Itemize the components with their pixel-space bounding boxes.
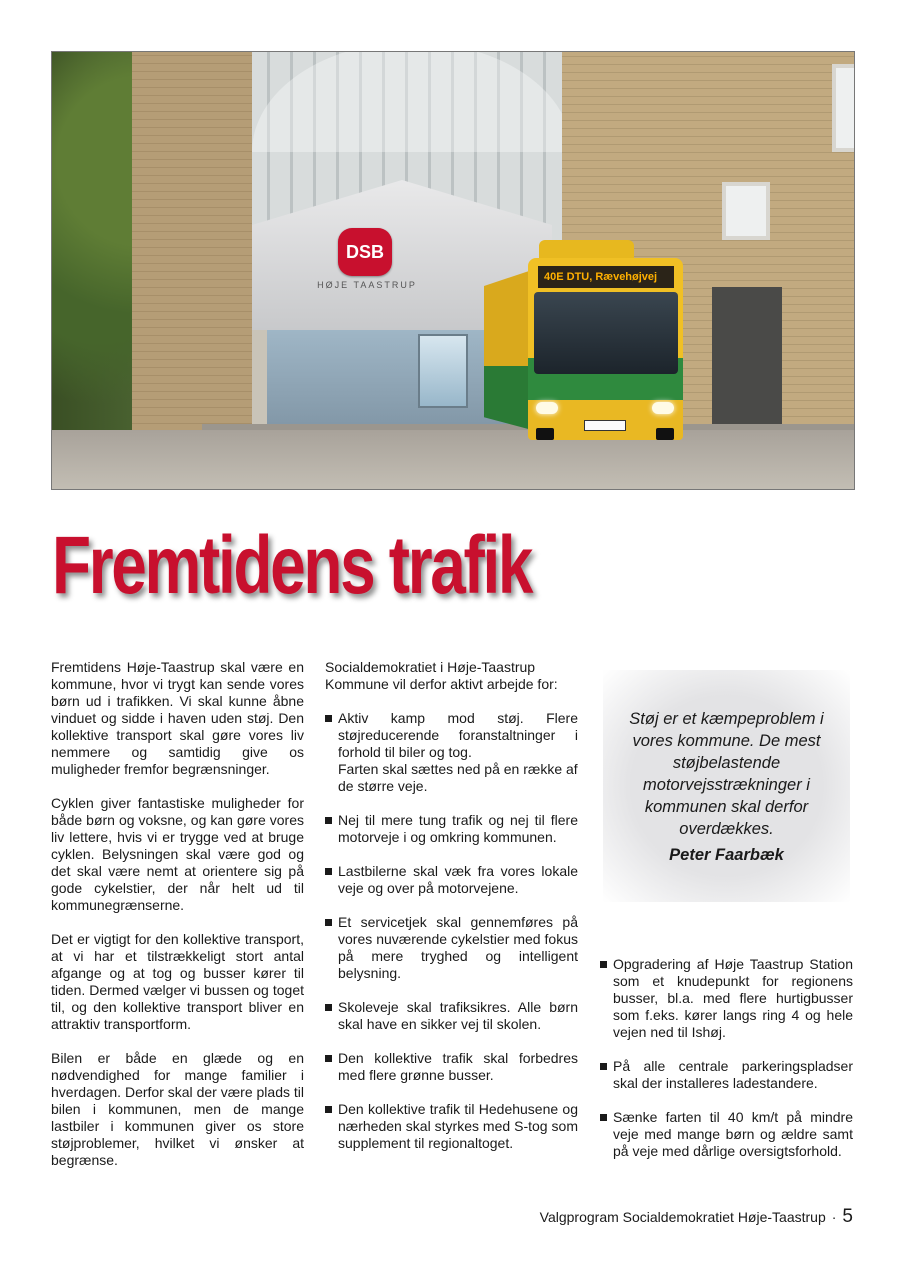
list-item-text: Lastbilerne skal væk fra vores lokale veje og over på motorvejene. bbox=[338, 863, 578, 896]
bus-wheel bbox=[656, 428, 674, 440]
bullet-list bbox=[325, 710, 578, 1152]
bus-headlight bbox=[536, 402, 558, 414]
quote-text: Støj er et kæmpeproblem i vores kommune. De mest støjbelastende motorvejsstrækninger i kommunen skal derfor overdækkes. bbox=[629, 709, 824, 838]
list-item bbox=[600, 1058, 853, 1092]
bus-headlight bbox=[652, 402, 674, 414]
square-bullet-icon bbox=[600, 1063, 607, 1070]
list-item-text: Opgradering af Høje Taastrup Station som et knudepunkt for regionens busser, bl.a. med flere hurtigbusser som f.eks. kører langs ring 4 og hele vejen ned til Ishøj. bbox=[613, 956, 853, 1040]
bus-license-plate bbox=[584, 420, 626, 431]
list-item-text: Skoleveje skal trafiksikres. Alle børn skal have en sikker vej til skolen. bbox=[338, 999, 578, 1032]
column-1 bbox=[51, 659, 304, 1186]
list-item-text: Et servicetjek skal gennemføres på vores nuværende cykelstier med fokus på mere tryghed og intelligent belysning. bbox=[338, 914, 578, 981]
pull-quote bbox=[603, 670, 850, 902]
bus-destination-display: 40E DTU, Rævehøjvej bbox=[538, 266, 674, 288]
column-2 bbox=[325, 659, 578, 1169]
list-item bbox=[325, 914, 578, 982]
paragraph: Cyklen giver fantastiske muligheder for både børn og voksne, og kan gøre vores liv lettere, hvis vi er trygge ved at bruge cyklen. Belysningen skal være god og det skal være nemt at orientere sig på gode cykelstier, der når helt ud til kommunegrænserne. bbox=[51, 795, 304, 913]
square-bullet-icon bbox=[325, 715, 332, 722]
list-item-text: Den kollektive trafik til Hedehusene og nærheden skal styrkes med S-tog som supplement til regionaltoget. bbox=[338, 1101, 578, 1151]
list-item bbox=[600, 956, 853, 1041]
hero-photo bbox=[51, 51, 855, 490]
window bbox=[722, 182, 770, 240]
list-item-text: Den kollektive trafik skal forbedres med flere grønne busser. bbox=[338, 1050, 578, 1083]
bus-side bbox=[484, 270, 532, 430]
window bbox=[832, 64, 855, 152]
footer-separator: · bbox=[831, 1209, 837, 1225]
bus-wheel bbox=[536, 428, 554, 440]
list-item bbox=[325, 999, 578, 1033]
quote-author: Peter Faarbæk bbox=[669, 845, 784, 864]
station-sign: HØJE TAASTRUP bbox=[317, 280, 417, 290]
square-bullet-icon bbox=[325, 1055, 332, 1062]
bus-windshield bbox=[534, 292, 678, 374]
left-brick-building bbox=[132, 52, 252, 447]
square-bullet-icon bbox=[600, 1114, 607, 1121]
column-3 bbox=[600, 956, 853, 1177]
page-footer bbox=[540, 1207, 853, 1227]
list-item bbox=[325, 812, 578, 846]
list-item bbox=[325, 1050, 578, 1084]
bus-roof bbox=[539, 240, 634, 260]
square-bullet-icon bbox=[325, 1004, 332, 1011]
list-item bbox=[325, 863, 578, 897]
square-bullet-icon bbox=[325, 868, 332, 875]
list-item-text: Sænke farten til 40 km/t på mindre veje med mange børn og ældre samt på veje med dårlige oversigtsforhold. bbox=[613, 1109, 853, 1159]
square-bullet-icon bbox=[600, 961, 607, 968]
doorway bbox=[712, 287, 782, 432]
square-bullet-icon bbox=[325, 1106, 332, 1113]
page-number: 5 bbox=[842, 1206, 853, 1227]
footer-text: Valgprogram Socialdemokratiet Høje-Taastrup bbox=[539, 1209, 826, 1225]
list-item bbox=[325, 1101, 578, 1152]
list-item-text: På alle centrale parkeringspladser skal der installeres ladestandere. bbox=[613, 1058, 853, 1091]
paragraph: Det er vigtigt for den kollektive transport, at vi har et tilstrækkeligt stort antal afgange og at tog og busser kører til tiden. Dermed vælger vi bussen og toget til, og den kollektive transport bliver en attraktiv transportform. bbox=[51, 931, 304, 1032]
list-item-text: Nej til mere tung trafik og nej til flere motorveje i og omkring kommunen. bbox=[338, 812, 578, 845]
square-bullet-icon bbox=[325, 817, 332, 824]
list-item-text: Aktiv kamp mod støj. Flere støjreducerende foranstaltninger i forhold til biler og tog. bbox=[338, 710, 578, 760]
page-title: Fremtidens trafik bbox=[52, 520, 532, 611]
dsb-logo: DSB bbox=[338, 228, 392, 276]
list-item-extra-text: Farten skal sættes ned på en række af de større veje. bbox=[338, 761, 578, 794]
road bbox=[52, 430, 854, 490]
list-item bbox=[600, 1109, 853, 1160]
bullet-list bbox=[600, 956, 853, 1160]
square-bullet-icon bbox=[325, 919, 332, 926]
list-item bbox=[325, 710, 578, 795]
city-bus bbox=[484, 240, 689, 440]
bullet-intro: Socialdemokratiet i Høje-Taastrup Kommune vil derfor aktivt arbejde for: bbox=[325, 659, 558, 692]
paragraph: Bilen er både en glæde og en nødvendighed for mange familier i hverdagen. Derfor skal der være plads til bilen i kommunen, men de mange lastbiler i kommunen giver os store støjproblemer, hvilket vi ønsker at begrænse. bbox=[51, 1050, 304, 1168]
poster bbox=[418, 334, 468, 408]
paragraph: Fremtidens Høje-Taastrup skal være en kommune, hvor vi trygt kan sende vores børn ud i trafikken. Vi skal kunne åbne vinduet og sidde i haven uden støj. Den kollektive transport skal gøre vores liv nemmere og samtidig give os muligheder fremfor begrænsninger. bbox=[51, 659, 304, 777]
